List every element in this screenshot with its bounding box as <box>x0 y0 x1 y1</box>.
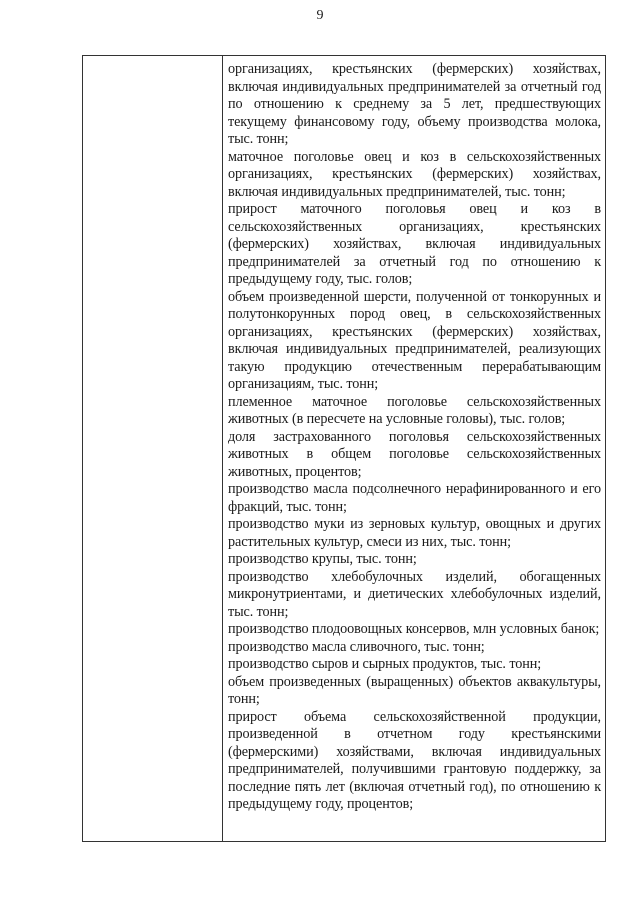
indicator-item: маточное поголовье овец и коз в сельскохозяйственных организациях, крестьянских (фермерских) хозяйствах, включая индивидуальных предпринимателей, тыс. тонн; <box>228 148 601 200</box>
indicator-item: доля застрахованного поголовья сельскохозяйственных животных в общем поголовье сельскохозяйственных животных, процентов; <box>228 428 601 480</box>
indicator-item: племенное маточное поголовье сельскохозяйственных животных (в пересчете на условные головы), тыс. голов; <box>228 393 601 427</box>
page-number: 9 <box>316 8 324 23</box>
table-left-cell <box>83 56 223 841</box>
indicator-item: производство хлебобулочных изделий, обогащенных микронутриентами, и диетических хлебобулочных изделий, тыс. тонн; <box>228 568 601 620</box>
table-right-cell <box>223 56 605 841</box>
indicator-item: объем произведенной шерсти, полученной от тонкорунных и полутонкорунных пород овец, в сельскохозяйственных организациях, крестьянских (фермерских) хозяйствах, включая индивидуальных предпринимателей, реализующих такую продукцию отечественным перерабатывающим организациям, тыс. тонн; <box>228 288 601 392</box>
indicator-item: производство плодоовощных консервов, млн условных банок; <box>228 621 600 637</box>
indicator-item: производство муки из зерновых культур, овощных и других растительных культур, смеси из них, тыс. тонн; <box>228 516 601 550</box>
indicator-item: прирост объема сельскохозяйственной продукции, произведенной в отчетном году крестьянскими (фермерскими) хозяйствами, включая индивидуальных предпринимателей, получившими грантовую поддержку, за последние пять лет (включая отчетный год), по отношению к предыдущему году, процентов; <box>228 708 601 812</box>
indicator-item: организациях, крестьянских (фермерских) хозяйствах, включая индивидуальных предпринимателей за отчетный год по отношению к среднему за 5 лет, предшествующих текущему финансовому году, объему производства молока, тыс. тонн; <box>228 61 601 147</box>
indicators-table <box>82 55 606 842</box>
indicator-item: производство масла сливочного, тыс. тонн; <box>228 638 485 655</box>
indicator-item: прирост маточного поголовья овец и коз в сельскохозяйственных организациях, крестьянских (фермерских) хозяйствах, включая индивидуальных предпринимателей за отчетный год по отношению к предыдущему году, тыс. голов; <box>228 201 601 287</box>
indicator-item: производство масла подсолнечного нерафинированного и его фракций, тыс. тонн; <box>228 481 601 515</box>
indicator-item: производство крупы, тыс. тонн; <box>228 551 417 567</box>
indicator-item: производство сыров и сырных продуктов, тыс. тонн; <box>228 656 542 672</box>
indicator-item: объем произведенных (выращенных) объектов аквакультуры, тонн; <box>228 673 601 707</box>
